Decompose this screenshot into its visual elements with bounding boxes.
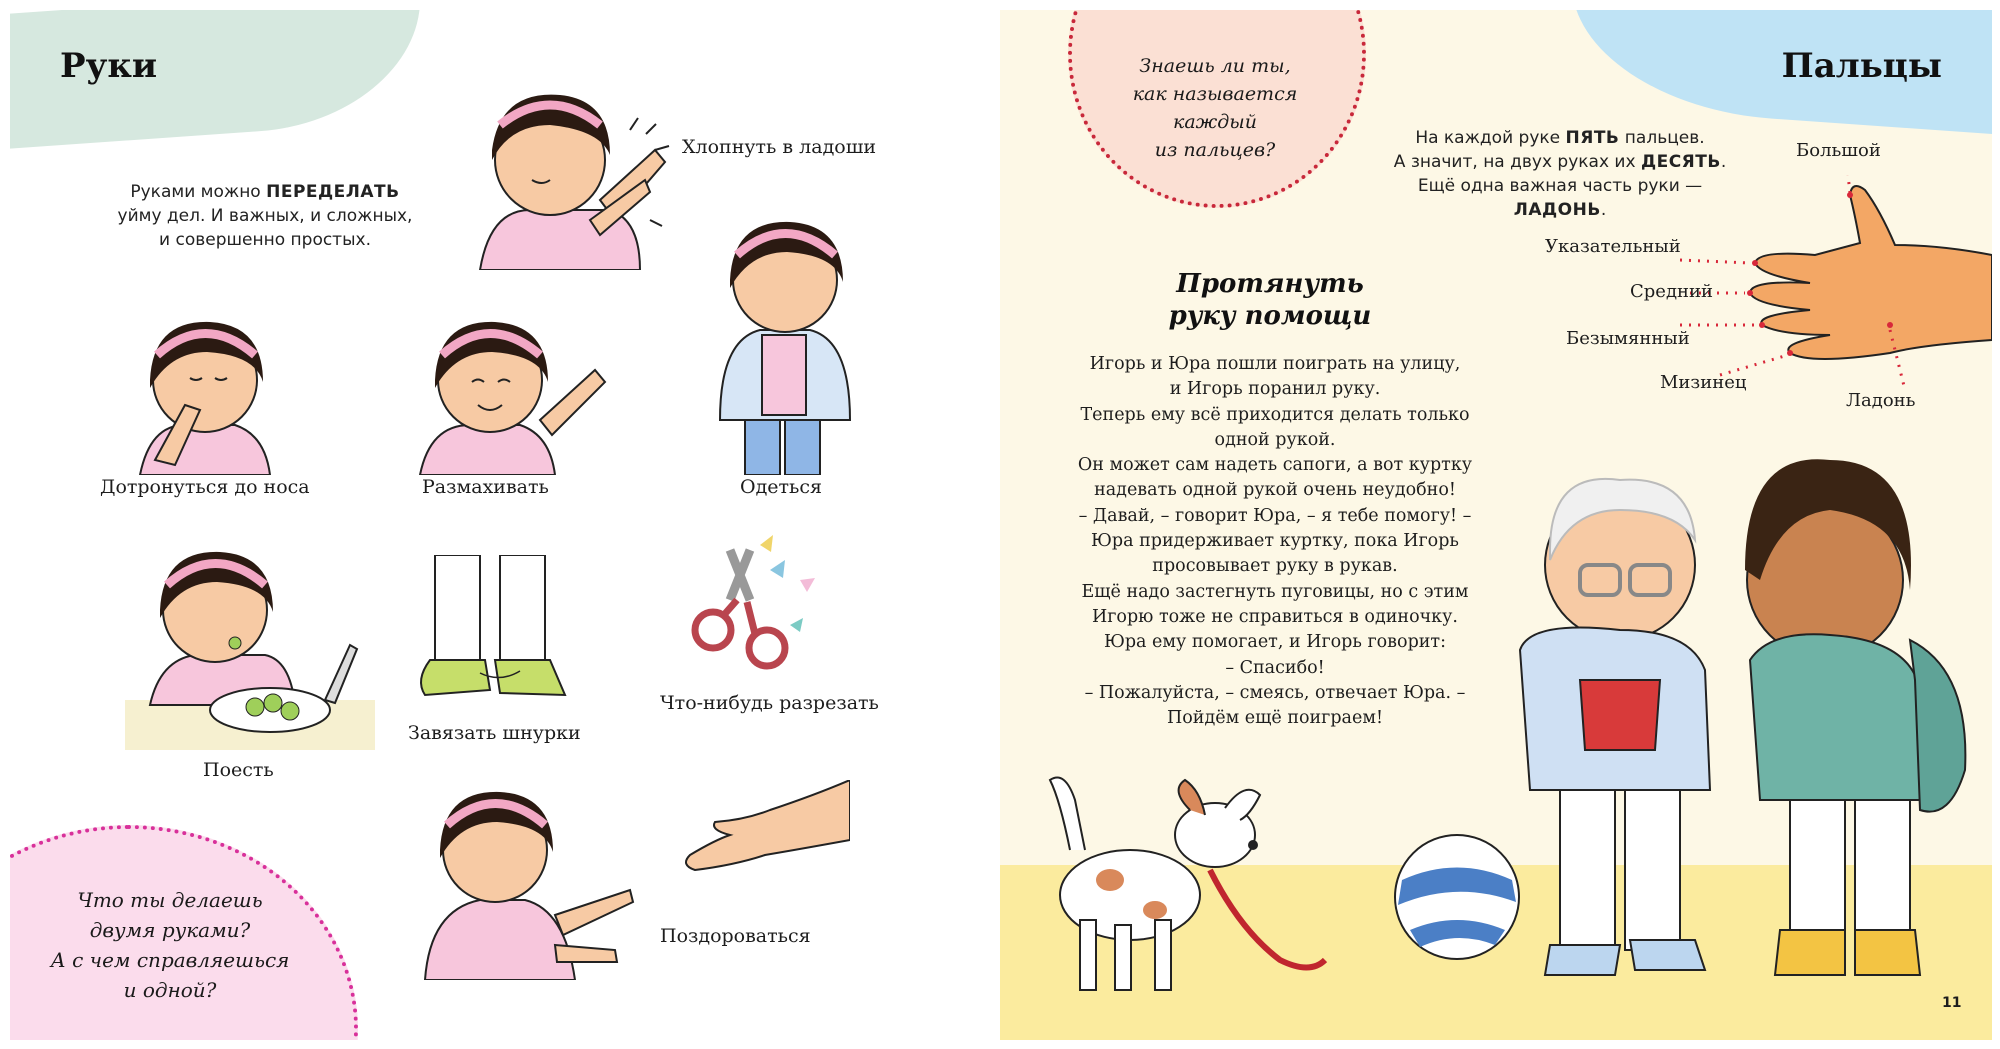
hand-diagram-illustration <box>1680 175 1992 395</box>
intro-line-2: уйму дел. И важных, и сложных, <box>117 206 413 226</box>
finger-label-middle: Средний <box>1630 281 1714 302</box>
page-number: 11 <box>1942 995 1962 1011</box>
question-line-2: как называется <box>1132 83 1298 105</box>
girl-eating-illustration <box>125 525 385 750</box>
dog-with-leash-illustration <box>1040 760 1330 1005</box>
outstretched-hand-illustration <box>675 780 850 880</box>
finger-label-thumb: Большой <box>1796 140 1881 161</box>
story-line: – Давай, – говорит Юра, – я тебе помогу! – <box>1078 505 1472 526</box>
caption-clap: Хлопнуть в ладоши <box>682 136 877 158</box>
story-title-line-1: Протянуть <box>1176 269 1364 299</box>
story-line: просовывает руку в рукав. <box>1152 556 1398 577</box>
caption-dress: Одеться <box>740 476 823 498</box>
question-line-3: каждый <box>1172 111 1258 133</box>
girl-clapping-illustration <box>450 70 670 270</box>
intro-emphasis-ten: ДЕСЯТЬ <box>1640 152 1721 172</box>
story-line: Юра придерживает куртку, пока Игорь <box>1091 531 1459 552</box>
intro-line-3: Ещё одна важная часть руки — <box>1417 176 1703 196</box>
story-line: Игорю тоже не справиться в одиночку. <box>1092 606 1458 627</box>
caption-wave: Размахивать <box>422 476 549 498</box>
intro-line-1: На каждой руке <box>1415 128 1566 148</box>
caption-cut: Что-нибудь разрезать <box>660 692 879 714</box>
story-line: Теперь ему всё приходится делать только <box>1080 404 1470 425</box>
finger-label-pinky: Мизинец <box>1660 372 1747 393</box>
question-text-left <box>35 885 305 1005</box>
finger-label-index: Указательный <box>1545 236 1681 257</box>
story-line: Ещё надо застегнуть пуговицы, но с этим <box>1081 581 1469 602</box>
intro-line-1: Руками можно <box>130 182 267 202</box>
caption-laces: Завязать шнурки <box>408 722 581 744</box>
question-line-1: Что ты делаешь <box>77 888 263 912</box>
intro-line-2: А значит, на двух руках их <box>1393 152 1641 172</box>
caption-greet: Поздороваться <box>660 925 811 947</box>
left-page <box>10 10 998 1040</box>
finger-label-ring: Безымянный <box>1566 328 1690 349</box>
story-line: – Пожалуйста, – смеясь, отвечает Юра. – <box>1084 682 1466 703</box>
story-title-line-2: руку помощи <box>1168 301 1372 331</box>
intro-line-3: и совершенно простых. <box>159 230 371 250</box>
story-line: Он может сам надеть сапоги, а вот куртку <box>1077 455 1473 476</box>
caption-eat: Поесть <box>203 759 274 781</box>
story-line: надевать одной рукой очень неудобно! <box>1094 480 1456 501</box>
story-line: одной рукой. <box>1214 429 1336 450</box>
question-text-right <box>1100 52 1330 164</box>
girl-waving-illustration <box>390 300 620 475</box>
finger-label-palm: Ладонь <box>1846 390 1916 411</box>
story-line: – Спасибо! <box>1225 657 1325 678</box>
intro-emphasis: ПЕРЕДЕЛАТЬ <box>266 182 400 202</box>
page-title-fingers: Пальцы <box>1781 46 1942 86</box>
scissors-illustration <box>675 530 845 680</box>
question-line-3: А с чем справляешься <box>50 948 290 972</box>
story-line: Юра ему помогает, и Игорь говорит: <box>1103 632 1447 653</box>
ball-illustration <box>1390 830 1525 965</box>
story-line: Пойдём ещё поиграем! <box>1167 708 1383 729</box>
intro-line-3-end: . <box>1600 200 1607 220</box>
boys-helping-illustration <box>1490 430 1975 980</box>
girl-touching-nose-illustration <box>115 300 295 475</box>
intro-line-1-end: пальцев. <box>1619 128 1705 148</box>
intro-line-2-end: . <box>1720 152 1727 172</box>
story-line: и Игорь поранил руку. <box>1169 379 1381 400</box>
intro-text <box>100 180 430 252</box>
story-text <box>1055 352 1495 731</box>
tying-shoelaces-illustration <box>410 555 580 715</box>
girl-greeting-illustration <box>405 770 645 980</box>
question-line-1: Знаешь ли ты, <box>1139 55 1291 77</box>
caption-nose: Дотронуться до носа <box>100 476 310 498</box>
question-line-4: из пальцев? <box>1154 139 1276 161</box>
question-line-2: двумя руками? <box>89 918 251 942</box>
intro-emphasis-palm: ЛАДОНЬ <box>1513 200 1601 220</box>
right-page <box>1000 10 1992 1040</box>
story-line: Игорь и Юра пошли поиграть на улицу, <box>1089 354 1461 374</box>
intro-emphasis-five: ПЯТЬ <box>1565 128 1620 148</box>
girl-dressing-illustration <box>690 210 880 475</box>
page-title-hands: Руки <box>60 46 158 86</box>
story-title <box>1080 268 1460 332</box>
question-line-4: и одной? <box>123 978 217 1002</box>
